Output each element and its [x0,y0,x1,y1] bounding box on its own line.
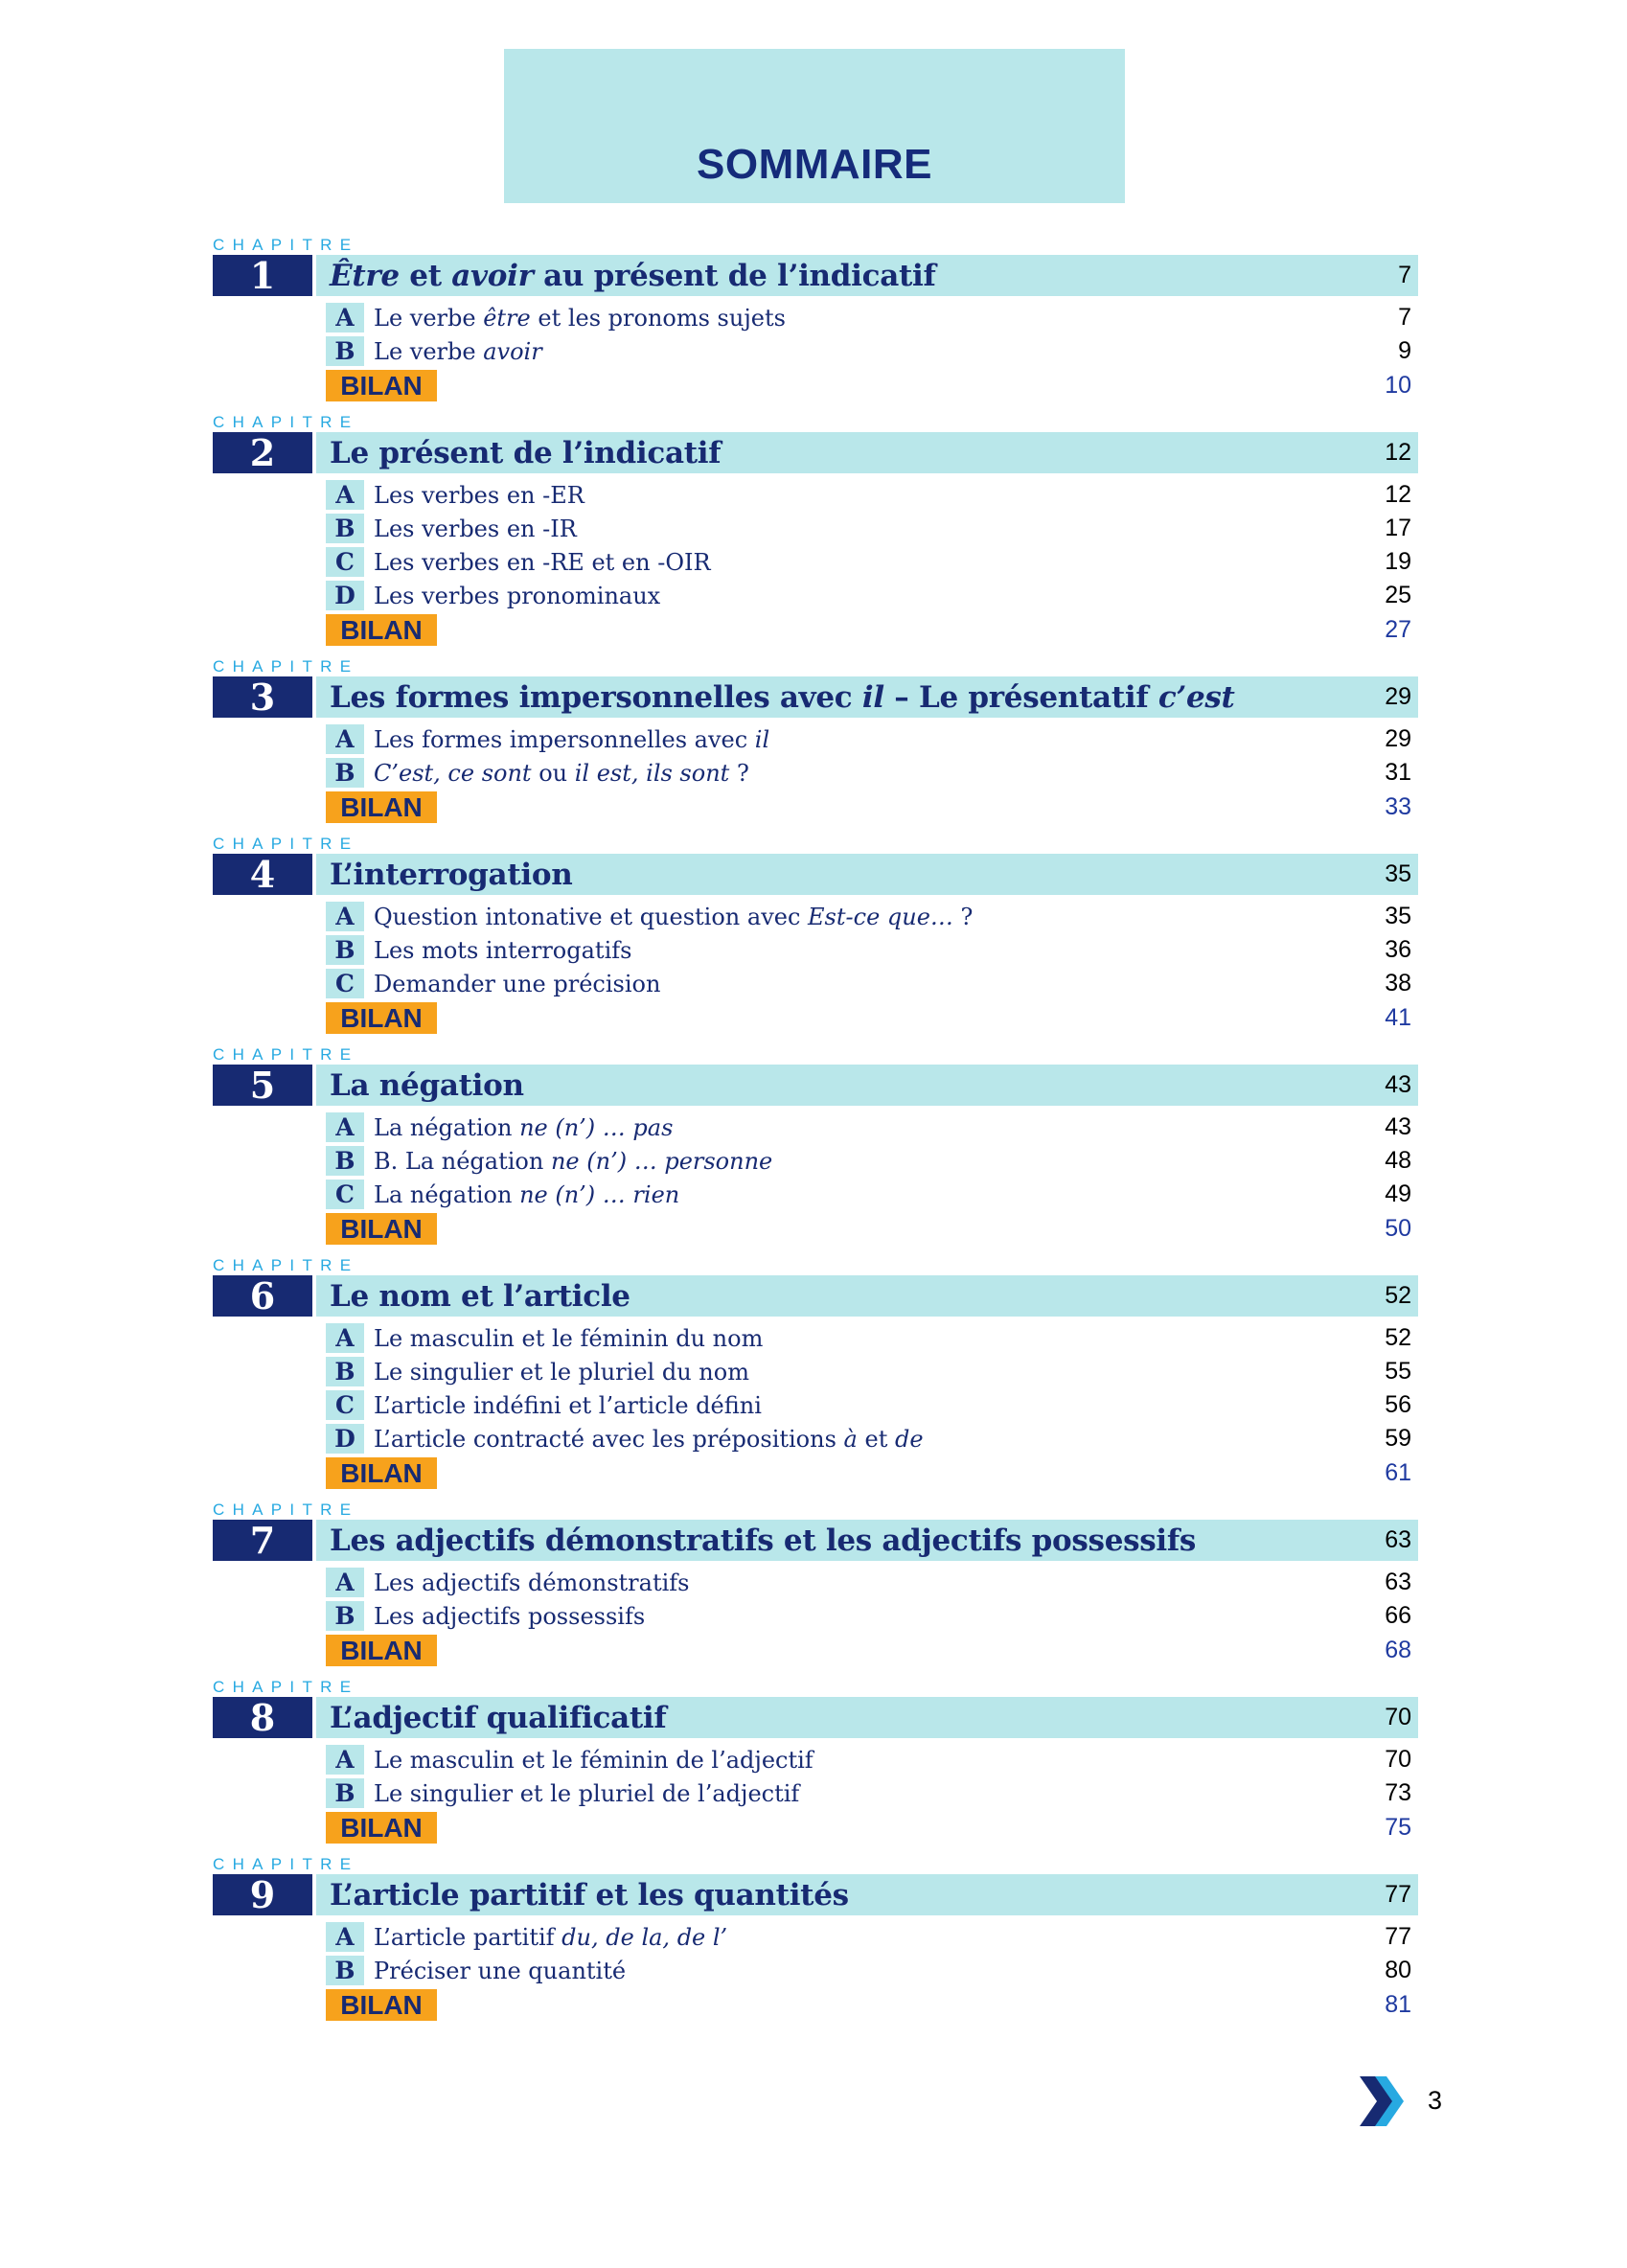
section-letter: B [326,336,364,366]
section-title [374,549,1385,576]
chapter-title-part: La négation [330,1067,524,1103]
section-letter: A [326,724,364,754]
section-list [326,478,1418,648]
chapter-title [330,1878,849,1913]
section-title [374,1569,1385,1596]
chapter-gap [213,1668,1418,1678]
bilan-badge: BILAN [326,1812,437,1844]
section-list [326,1566,1418,1668]
section-letter: D [326,581,364,610]
chapter-title [330,1068,524,1103]
section-title [374,1958,1385,1984]
bilan-badge: BILAN [326,1635,437,1666]
chapter-title-part: L’adjectif qualificatif [330,1700,667,1735]
chapter-gap [213,1845,1418,1855]
section-title-part: ne (n’) … rien [519,1180,680,1208]
bilan-row[interactable] [326,1810,1418,1845]
section-list [326,1920,1418,2023]
section-row[interactable] [326,1422,1418,1455]
section-row[interactable] [326,722,1418,756]
section-row[interactable] [326,1599,1418,1633]
chapter-header[interactable] [213,432,1418,473]
chapter-number: 4 [213,854,312,895]
section-title-part: Demander une précision [374,970,661,997]
section-page: 77 [1385,1923,1411,1950]
section-letter: B [326,758,364,788]
section-page: 70 [1385,1746,1411,1773]
chapter-gap [213,1036,1418,1045]
section-title-part: Le verbe [374,337,484,365]
chapter-label: CHAPITRE [213,1045,359,1064]
chapter-entry[interactable] [213,1491,1418,1668]
section-page: 29 [1385,725,1411,752]
page-number: 3 [1428,2086,1443,2115]
chapter-header[interactable] [213,1874,1418,1915]
section-title-part: C’est, ce sont [374,759,532,787]
section-page: 49 [1385,1180,1411,1207]
chapter-header[interactable] [213,1520,1418,1561]
bilan-badge: BILAN [326,1213,437,1245]
section-letter: B [326,1357,364,1386]
chapter-number: 1 [213,255,312,296]
section-page: 43 [1385,1113,1411,1140]
chapter-page: 7 [1398,262,1411,288]
chapter-title-part: avoir [451,258,534,293]
section-title-part: L’article indéfini et l’article défini [374,1391,762,1419]
section-page: 59 [1385,1425,1411,1452]
section-title-part: Les verbes en -RE et en -OIR [374,548,711,576]
section-title [374,1426,1385,1453]
section-title [374,937,1385,964]
chapter-page: 12 [1385,439,1411,466]
section-title-part: Le singulier et le pluriel du nom [374,1358,749,1386]
section-title [374,482,1385,509]
section-letter: C [326,1390,364,1420]
chapter-header[interactable] [213,1275,1418,1317]
chapter-title-bar[interactable] [316,854,1418,895]
section-letter: A [326,902,364,931]
chapter-entry[interactable] [213,403,1418,648]
chapter-title-part: et [399,258,452,293]
section-title-part: ne (n’) … pas [519,1113,674,1141]
section-row[interactable] [326,967,1418,1000]
section-title-part: Question intonative et question avec [374,903,809,930]
chapter-title-part: Le présent de l’indicatif [330,435,722,470]
section-title-part: L’article partitif [374,1923,562,1951]
section-row[interactable] [326,1388,1418,1422]
section-letter: A [326,1922,364,1952]
section-title-part: Le singulier et le pluriel de l’adjectif [374,1779,800,1807]
section-letter: B [326,1778,364,1808]
section-list [326,301,1418,403]
page-title: SOMMAIRE [697,141,932,188]
bilan-page: 10 [1385,372,1411,399]
section-letter: A [326,480,364,510]
section-row[interactable] [326,478,1418,512]
chapter-title-part: Les adjectifs démonstratifs et les adjectifs possessifs [330,1523,1197,1558]
section-letter: A [326,1745,364,1775]
section-page: 52 [1385,1324,1411,1351]
section-row[interactable] [326,301,1418,334]
section-row[interactable] [326,756,1418,790]
chapter-entry[interactable] [213,1668,1418,1845]
section-row[interactable] [326,1111,1418,1144]
chapter-title-bar[interactable] [316,1697,1418,1738]
section-list [326,722,1418,825]
chapter-header[interactable] [213,854,1418,895]
chapter-page: 52 [1385,1282,1411,1309]
chapter-entry[interactable] [213,825,1418,1036]
section-title-part: à [843,1425,858,1453]
chapter-title-part: L’article partitif et les quantités [330,1877,849,1913]
section-row[interactable] [326,1954,1418,1987]
section-title [374,760,1385,787]
bilan-row[interactable] [326,1000,1418,1036]
section-page: 19 [1385,548,1411,575]
chapter-title-part: c’est [1157,679,1235,715]
section-title-part: Les verbes pronominaux [374,582,661,609]
chapter-title [330,680,1235,715]
section-page: 66 [1385,1602,1411,1629]
section-title-part: Le masculin et le féminin de l’adjectif [374,1746,814,1774]
section-list [326,1111,1418,1247]
bilan-page: 33 [1385,793,1411,820]
section-title-part: La négation [374,1180,520,1208]
chapter-title-part: L’interrogation [330,857,573,892]
section-letter: A [326,303,364,332]
chapter-page: 35 [1385,860,1411,887]
chapter-title-bar[interactable] [316,1520,1418,1561]
section-page: 31 [1385,759,1411,786]
bilan-badge: BILAN [326,791,437,823]
section-page: 73 [1385,1779,1411,1806]
bilan-row[interactable] [326,368,1418,403]
chapter-title-part: il [861,679,884,715]
chapter-label: CHAPITRE [213,1501,359,1519]
section-row[interactable] [326,334,1418,368]
section-page: 25 [1385,582,1411,608]
section-page: 7 [1398,304,1411,331]
bilan-page: 41 [1385,1004,1411,1031]
chapter-title-bar[interactable] [316,1065,1418,1106]
section-title-part: B. La négation [374,1147,551,1175]
section-letter: C [326,969,364,998]
section-letter: D [326,1424,364,1454]
chapter-page: 77 [1385,1881,1411,1908]
chapter-page: 70 [1385,1704,1411,1730]
bilan-page: 50 [1385,1215,1411,1242]
chapter-title [330,436,721,470]
chapter-label: CHAPITRE [213,657,359,676]
chapter-header[interactable] [213,1065,1418,1106]
section-page: 38 [1385,970,1411,997]
section-title-part: de [894,1425,924,1453]
section-title-part: L’article contracté avec les prépositions [374,1425,844,1453]
chapter-number: 8 [213,1697,312,1738]
section-title [374,726,1385,753]
section-page: 17 [1385,515,1411,541]
section-row[interactable] [326,1920,1418,1954]
section-row[interactable] [326,1743,1418,1776]
section-title-part: Est-ce que… [808,903,953,930]
section-page: 55 [1385,1358,1411,1385]
section-letter: B [326,514,364,543]
section-title-part: La négation [374,1113,520,1141]
chapter-title-part: – Le présentatif [883,679,1158,715]
bilan-row[interactable] [326,790,1418,825]
bilan-page: 61 [1385,1459,1411,1486]
chapter-title-part: au présent de l’indicatif [533,258,936,293]
chapter-page: 29 [1385,683,1411,710]
section-title-part: du, de la, de l’ [561,1923,728,1951]
section-page: 48 [1385,1147,1411,1174]
section-title-part: il est, ils sont [574,759,730,787]
chapter-number: 6 [213,1275,312,1317]
chapter-entry[interactable] [213,648,1418,825]
section-title [374,515,1385,542]
section-letter: B [326,1601,364,1631]
chapter-title-part: Être [330,258,400,293]
section-page: 63 [1385,1569,1411,1595]
section-letter: A [326,1568,364,1597]
chapter-number: 2 [213,432,312,473]
title-box [504,49,1125,203]
section-row[interactable] [326,579,1418,612]
section-title-part: Les adjectifs démonstratifs [374,1569,690,1596]
bilan-badge: BILAN [326,1457,437,1489]
section-title [374,1392,1385,1419]
section-page: 36 [1385,936,1411,963]
section-page: 9 [1398,337,1411,364]
section-list [326,900,1418,1036]
chapter-title-part: Le nom et l’article [330,1278,630,1314]
section-letter: B [326,1146,364,1176]
section-list [326,1743,1418,1845]
section-row[interactable] [326,933,1418,967]
section-letter: A [326,1323,364,1353]
chapter-label: CHAPITRE [213,1855,359,1873]
section-page: 35 [1385,903,1411,929]
section-title [374,1359,1385,1386]
section-row[interactable] [326,545,1418,579]
section-title-part: Le masculin et le féminin du nom [374,1324,764,1352]
bilan-badge: BILAN [326,1989,437,2021]
section-title-part: Les mots interrogatifs [374,936,632,964]
section-row[interactable] [326,1776,1418,1810]
section-letter: C [326,547,364,577]
chapter-title [330,259,936,293]
chapter-label: CHAPITRE [213,236,359,254]
chapter-header[interactable] [213,676,1418,718]
section-title-part: ou [531,759,575,787]
section-list [326,1321,1418,1491]
chapter-title-bar[interactable] [316,255,1418,296]
section-title-part: Les formes impersonnelles avec [374,725,755,753]
section-title-part: ? [729,759,749,787]
section-title-part: Préciser une quantité [374,1957,627,1984]
section-title-part: être [483,304,531,332]
chapter-gap [213,1491,1418,1501]
chapter-label: CHAPITRE [213,413,359,431]
section-title [374,1114,1385,1141]
double-chevron-icon [1360,2076,1404,2126]
chapter-header[interactable] [213,1697,1418,1738]
section-row[interactable] [326,1178,1418,1211]
chapter-entry[interactable] [213,1845,1418,2023]
chapter-title-bar[interactable] [316,432,1418,473]
bilan-row[interactable] [326,1633,1418,1668]
section-title-part: et [857,1425,895,1453]
section-page: 80 [1385,1957,1411,1983]
section-row[interactable] [326,1355,1418,1388]
section-title [374,971,1385,997]
chapter-title-bar[interactable] [316,1275,1418,1317]
chapter-page: 63 [1385,1526,1411,1553]
chapter-entry[interactable] [213,1247,1418,1491]
section-title [374,1325,1385,1352]
chapter-title [330,1523,1196,1558]
section-title [374,1603,1385,1630]
section-title [374,1747,1385,1774]
chapter-number: 7 [213,1520,312,1561]
section-page: 56 [1385,1391,1411,1418]
chapter-title [330,858,572,892]
section-letter: A [326,1112,364,1142]
section-title-part: il [754,725,770,753]
chapter-number: 9 [213,1874,312,1915]
section-row[interactable] [326,1566,1418,1599]
bilan-row[interactable] [326,1455,1418,1491]
section-title [374,583,1385,609]
section-row[interactable] [326,1321,1418,1355]
bilan-badge: BILAN [326,614,437,646]
bilan-page: 75 [1385,1814,1411,1841]
chapter-title-bar[interactable] [316,1874,1418,1915]
chapter-gap [213,403,1418,413]
chapter-gap [213,825,1418,835]
chapter-entry[interactable] [213,236,1418,403]
section-title-part: et les pronoms sujets [530,304,786,332]
chapter-label: CHAPITRE [213,1256,359,1274]
section-title-part: Les verbes en -ER [374,481,584,509]
bilan-row[interactable] [326,1987,1418,2023]
section-letter: C [326,1180,364,1209]
section-row[interactable] [326,1144,1418,1178]
chapter-title-bar[interactable] [316,676,1418,718]
section-title-part: ne (n’) … personne [550,1147,773,1175]
bilan-badge: BILAN [326,370,437,401]
bilan-page: 27 [1385,616,1411,643]
section-row[interactable] [326,900,1418,933]
section-letter: B [326,935,364,965]
chapter-title-part: Les formes impersonnelles avec [330,679,862,715]
chapter-title [330,1279,630,1314]
chapter-number: 5 [213,1065,312,1106]
section-title [374,1148,1385,1175]
chapter-number: 3 [213,676,312,718]
section-letter: B [326,1956,364,1985]
section-title [374,305,1398,332]
bilan-page: 81 [1385,1991,1411,2018]
section-title [374,1181,1385,1208]
section-page: 12 [1385,481,1411,508]
chapter-title [330,1701,666,1735]
section-title [374,338,1398,365]
section-title-part: ? [952,903,974,930]
chapter-gap [213,648,1418,657]
section-title-part: Les verbes en -IR [374,515,577,542]
section-title [374,1924,1385,1951]
section-title [374,904,1385,930]
section-title-part: Le verbe [374,304,484,332]
section-title [374,1780,1385,1807]
section-title-part: Les adjectifs possessifs [374,1602,646,1630]
section-title-part: avoir [483,337,542,365]
table-of-contents [213,236,1418,2023]
chapter-page: 43 [1385,1071,1411,1098]
chapter-gap [213,1247,1418,1256]
bilan-row[interactable] [326,612,1418,648]
chapter-entry[interactable] [213,1036,1418,1247]
bilan-page: 68 [1385,1637,1411,1663]
chapter-label: CHAPITRE [213,835,359,853]
bilan-badge: BILAN [326,1002,437,1034]
chapter-label: CHAPITRE [213,1678,359,1696]
section-row[interactable] [326,512,1418,545]
chapter-header[interactable] [213,255,1418,296]
bilan-row[interactable] [326,1211,1418,1247]
